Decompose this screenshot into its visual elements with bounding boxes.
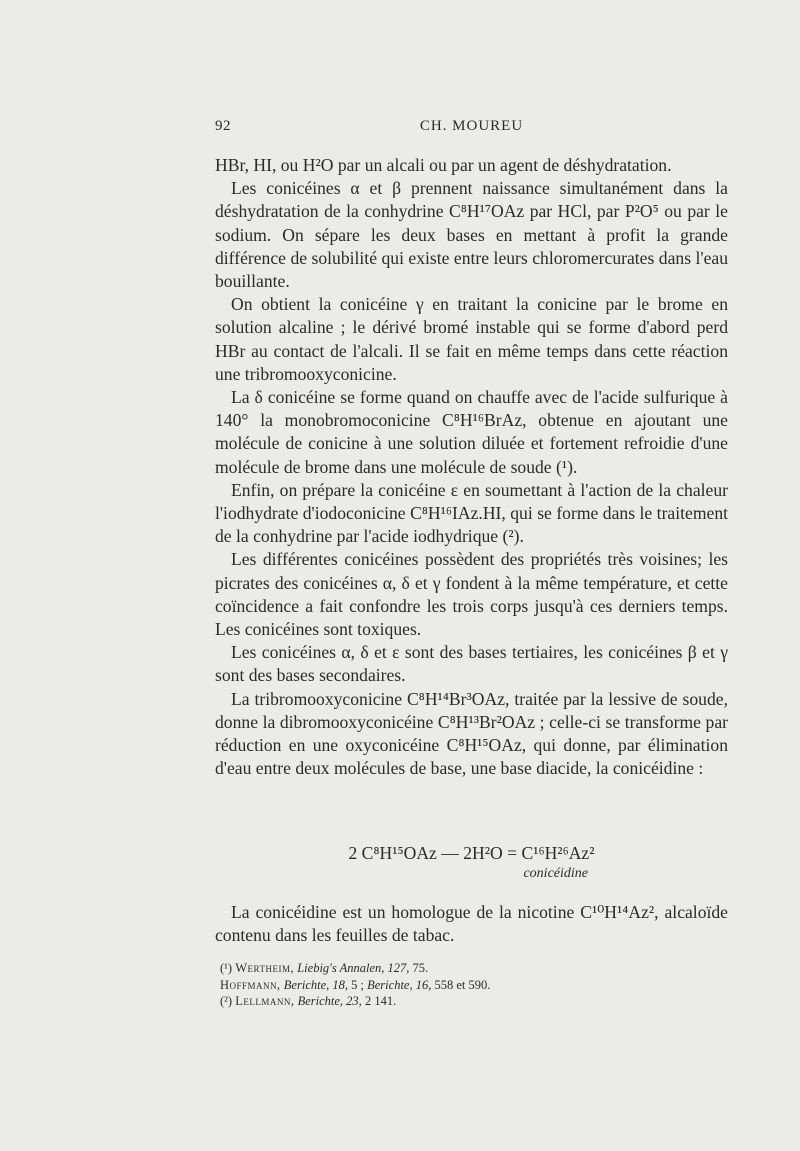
footnote xyxy=(220,977,728,994)
footnote xyxy=(220,993,728,1010)
body-text xyxy=(215,154,728,780)
paragraph: Les différentes conicéines possèdent des propriétés très voisines; les picrates des conicéines α, δ et γ fondent à la même température, et cette coïncidence a fait confondre les trois corps jusqu'à ces derniers temps. Les conicéines sont toxiques. xyxy=(215,549,728,640)
footnote-marker: (²) xyxy=(220,994,233,1009)
footnotes xyxy=(220,960,728,1010)
equation: 2 C⁸H¹⁵OAz — 2H²O = C¹⁶H²⁶Az² xyxy=(348,843,595,863)
running-head: CH. MOUREU xyxy=(419,118,524,134)
footnote-rest: 5 ; xyxy=(348,977,364,992)
footnote-rest: 75. xyxy=(409,961,429,975)
footnote-author: Hoffmann, xyxy=(220,977,281,992)
paragraph: La δ conicéine se forme quand on chauffe avec de l'acide sulfurique à 140° la monobromoconicine C⁸H¹⁶BrAz, obtenue en ajoutant une molécule de conicine à une solution diluée et fortement refroidie d'une molécule de brome dans une molécule de soude (¹). xyxy=(215,387,728,477)
footnote-ref: Berichte, 18, xyxy=(280,977,349,992)
paragraph: On obtient la conicéine γ en traitant la conicine par le brome en solution alcaline ; le dérivé bromé instable qui se forme d'abord perd HBr au contact de l'alcali. Il se fait en même temps dans cette réaction une tribromooxyconicine. xyxy=(215,294,728,384)
footnote xyxy=(220,960,728,977)
paragraph: HBr, HI, ou H²O par un alcali ou par un agent de déshydratation. xyxy=(215,155,672,175)
paragraph: Enfin, on prépare la conicéine ε en soumettant à l'action de la chaleur l'iodhydrate d'iodoconicine C⁸H¹⁶IAz.HI, qui se forme dans le traitement de la conhydrine par l'acide iodhydrique (²). xyxy=(215,479,728,547)
footnote-ref: Berichte, 23, xyxy=(294,994,362,1009)
footnote-ref: Liebig's Annalen, 127, xyxy=(294,961,410,975)
footnote-ref: Berichte, 16, xyxy=(364,977,432,992)
paragraph: Les conicéines α et β prennent naissance simultanément dans la déshydratation de la conhydrine C⁸H¹⁷OAz par HCl, par P²O⁵ ou par le sodium. On sépare les deux bases en mettant à profit la grande différence de solubilité qui existe entre leurs chloromercurates dans l'eau bouillante. xyxy=(215,178,728,292)
page-number: 92 xyxy=(215,118,231,134)
paragraph: La conicéidine est un homologue de la nicotine C¹⁰H¹⁴Az², alcaloïde contenu dans les feuilles de tabac. xyxy=(215,902,728,946)
final-text xyxy=(215,901,728,947)
equation-label: conicéidine xyxy=(523,866,588,881)
footnote-rest: 2 141. xyxy=(361,994,397,1009)
footnote-author: Lellmann, xyxy=(235,994,295,1009)
footnote-author: Wertheim, xyxy=(235,961,295,975)
footnote-marker: (¹) xyxy=(220,961,233,975)
paragraph: La tribromooxyconicine C⁸H¹⁴Br³OAz, traitée par la lessive de soude, donne la dibromooxyconicéine C⁸H¹³Br²OAz ; celle-ci se transforme par réduction en une oxyconicéine C⁸H¹⁵OAz, qui donne, par élimination d'eau entre deux molécules de base, une base diacide, la conicéidine : xyxy=(215,688,728,779)
footnote-rest: 558 et 590. xyxy=(431,977,491,992)
paragraph: Les conicéines α, δ et ε sont des bases tertiaires, les conicéines β et γ sont des bases secondaires. xyxy=(215,642,728,686)
